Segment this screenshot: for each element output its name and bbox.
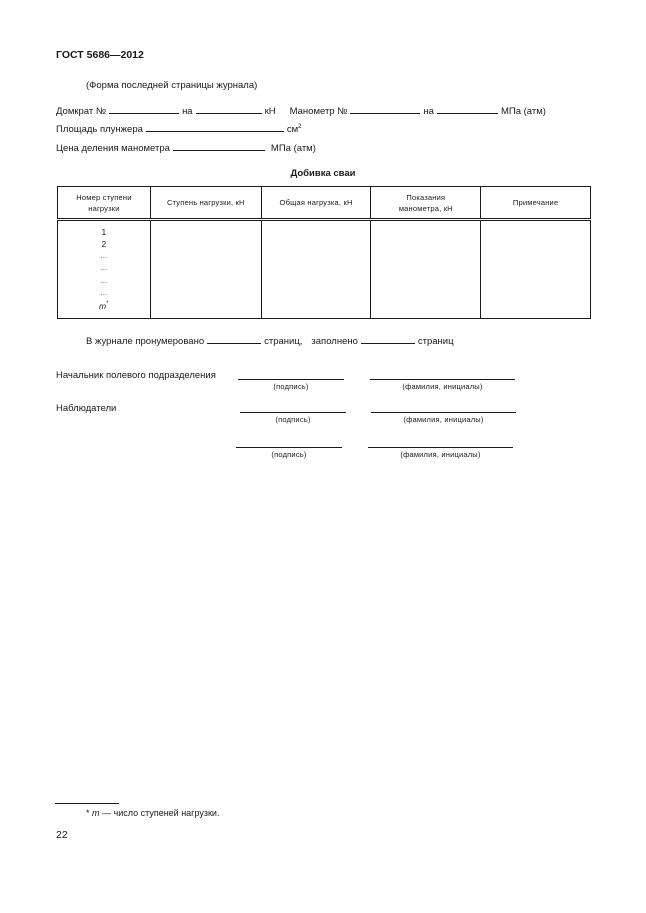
chief-name-line [370, 379, 515, 380]
table-row [58, 220, 591, 319]
jack-label: Домкрат № [56, 106, 107, 117]
step-1: 1 [101, 227, 107, 237]
chief-signature-line [238, 379, 344, 380]
numbered-pages-blank [207, 334, 261, 344]
jack-capacity-blank [196, 104, 262, 114]
footnote: * m — число ступеней нагрузки. [86, 808, 220, 818]
cm-unit: $см^2$ [286, 123, 302, 135]
division-unit: МПа (атм) [270, 143, 316, 154]
total-load-cell [261, 220, 371, 319]
step-ellipsis: ... [100, 290, 108, 298]
step-ellipsis: ... [100, 252, 108, 260]
equipment-row-plunger [56, 122, 302, 135]
column-header-step-load: Ступень нагрузки, кН [150, 187, 261, 220]
step-last: m* [99, 301, 109, 312]
page-number: 22 [56, 829, 68, 841]
step-ellipsis: ... [100, 277, 108, 285]
column-header-note: Примечание [481, 187, 591, 220]
form-note: (Форма последней страницы журнала) [86, 80, 258, 91]
pages-word: страниц, [264, 336, 303, 347]
step-2: 2 [101, 239, 107, 250]
mpa-unit: МПа (атм) [500, 106, 546, 117]
column-header-step-number: Номер ступени нагрузки [58, 187, 151, 220]
observer1-name-line [371, 412, 516, 413]
kn-unit: кН [264, 106, 276, 117]
plunger-area-blank [146, 122, 284, 132]
column-header-gauge-readings: Показания манометра, кН [371, 187, 481, 220]
step-ellipsis: ... [100, 265, 108, 273]
observer1-name-caption: (фамилия, инициалы) [403, 415, 484, 424]
observer2-name-caption: (фамилия, инициалы) [400, 450, 481, 459]
filled-text: заполнено [311, 336, 358, 347]
division-value-blank [173, 141, 265, 151]
observer2-signature-caption: (подпись) [271, 450, 307, 459]
gauge-label: Манометр № [289, 106, 348, 117]
plunger-label: Площадь плунжера [56, 124, 143, 135]
pile-driving-table [57, 186, 591, 319]
pages-word-2: страниц [417, 336, 454, 347]
footnote-rule [55, 803, 119, 804]
step-load-cell [150, 220, 261, 319]
on-label: на [182, 106, 193, 117]
chief-label: Начальник полевого подразделения [56, 370, 216, 381]
note-cell [481, 220, 591, 319]
table-title: Добивка сваи [290, 168, 356, 179]
division-label: Цена деления манометра [56, 143, 170, 154]
observers-label: Наблюдатели [56, 403, 117, 414]
equipment-row-jack [56, 104, 546, 117]
gauge-range-blank [437, 104, 498, 114]
observer2-signature-line [236, 447, 342, 448]
chief-signature-caption: (подпись) [273, 382, 309, 391]
on-label-2: на [423, 106, 434, 117]
numbered-text: В журнале пронумеровано [86, 336, 205, 347]
filled-pages-blank [361, 334, 415, 344]
observer2-name-line [368, 447, 513, 448]
table-header-row [58, 187, 591, 220]
observer1-signature-caption: (подпись) [275, 415, 311, 424]
gauge-readings-cell [371, 220, 481, 319]
standard-header: ГОСТ 5686—2012 [56, 49, 144, 61]
chief-name-caption: (фамилия, инициалы) [402, 382, 483, 391]
gauge-number-blank [350, 104, 420, 114]
step-number-cell [58, 220, 151, 319]
jack-number-blank [109, 104, 179, 114]
observer1-signature-line [240, 412, 346, 413]
equipment-row-division [56, 141, 316, 154]
column-header-total-load: Общая нагрузка, кН [261, 187, 371, 220]
journal-pages-line [86, 334, 454, 347]
